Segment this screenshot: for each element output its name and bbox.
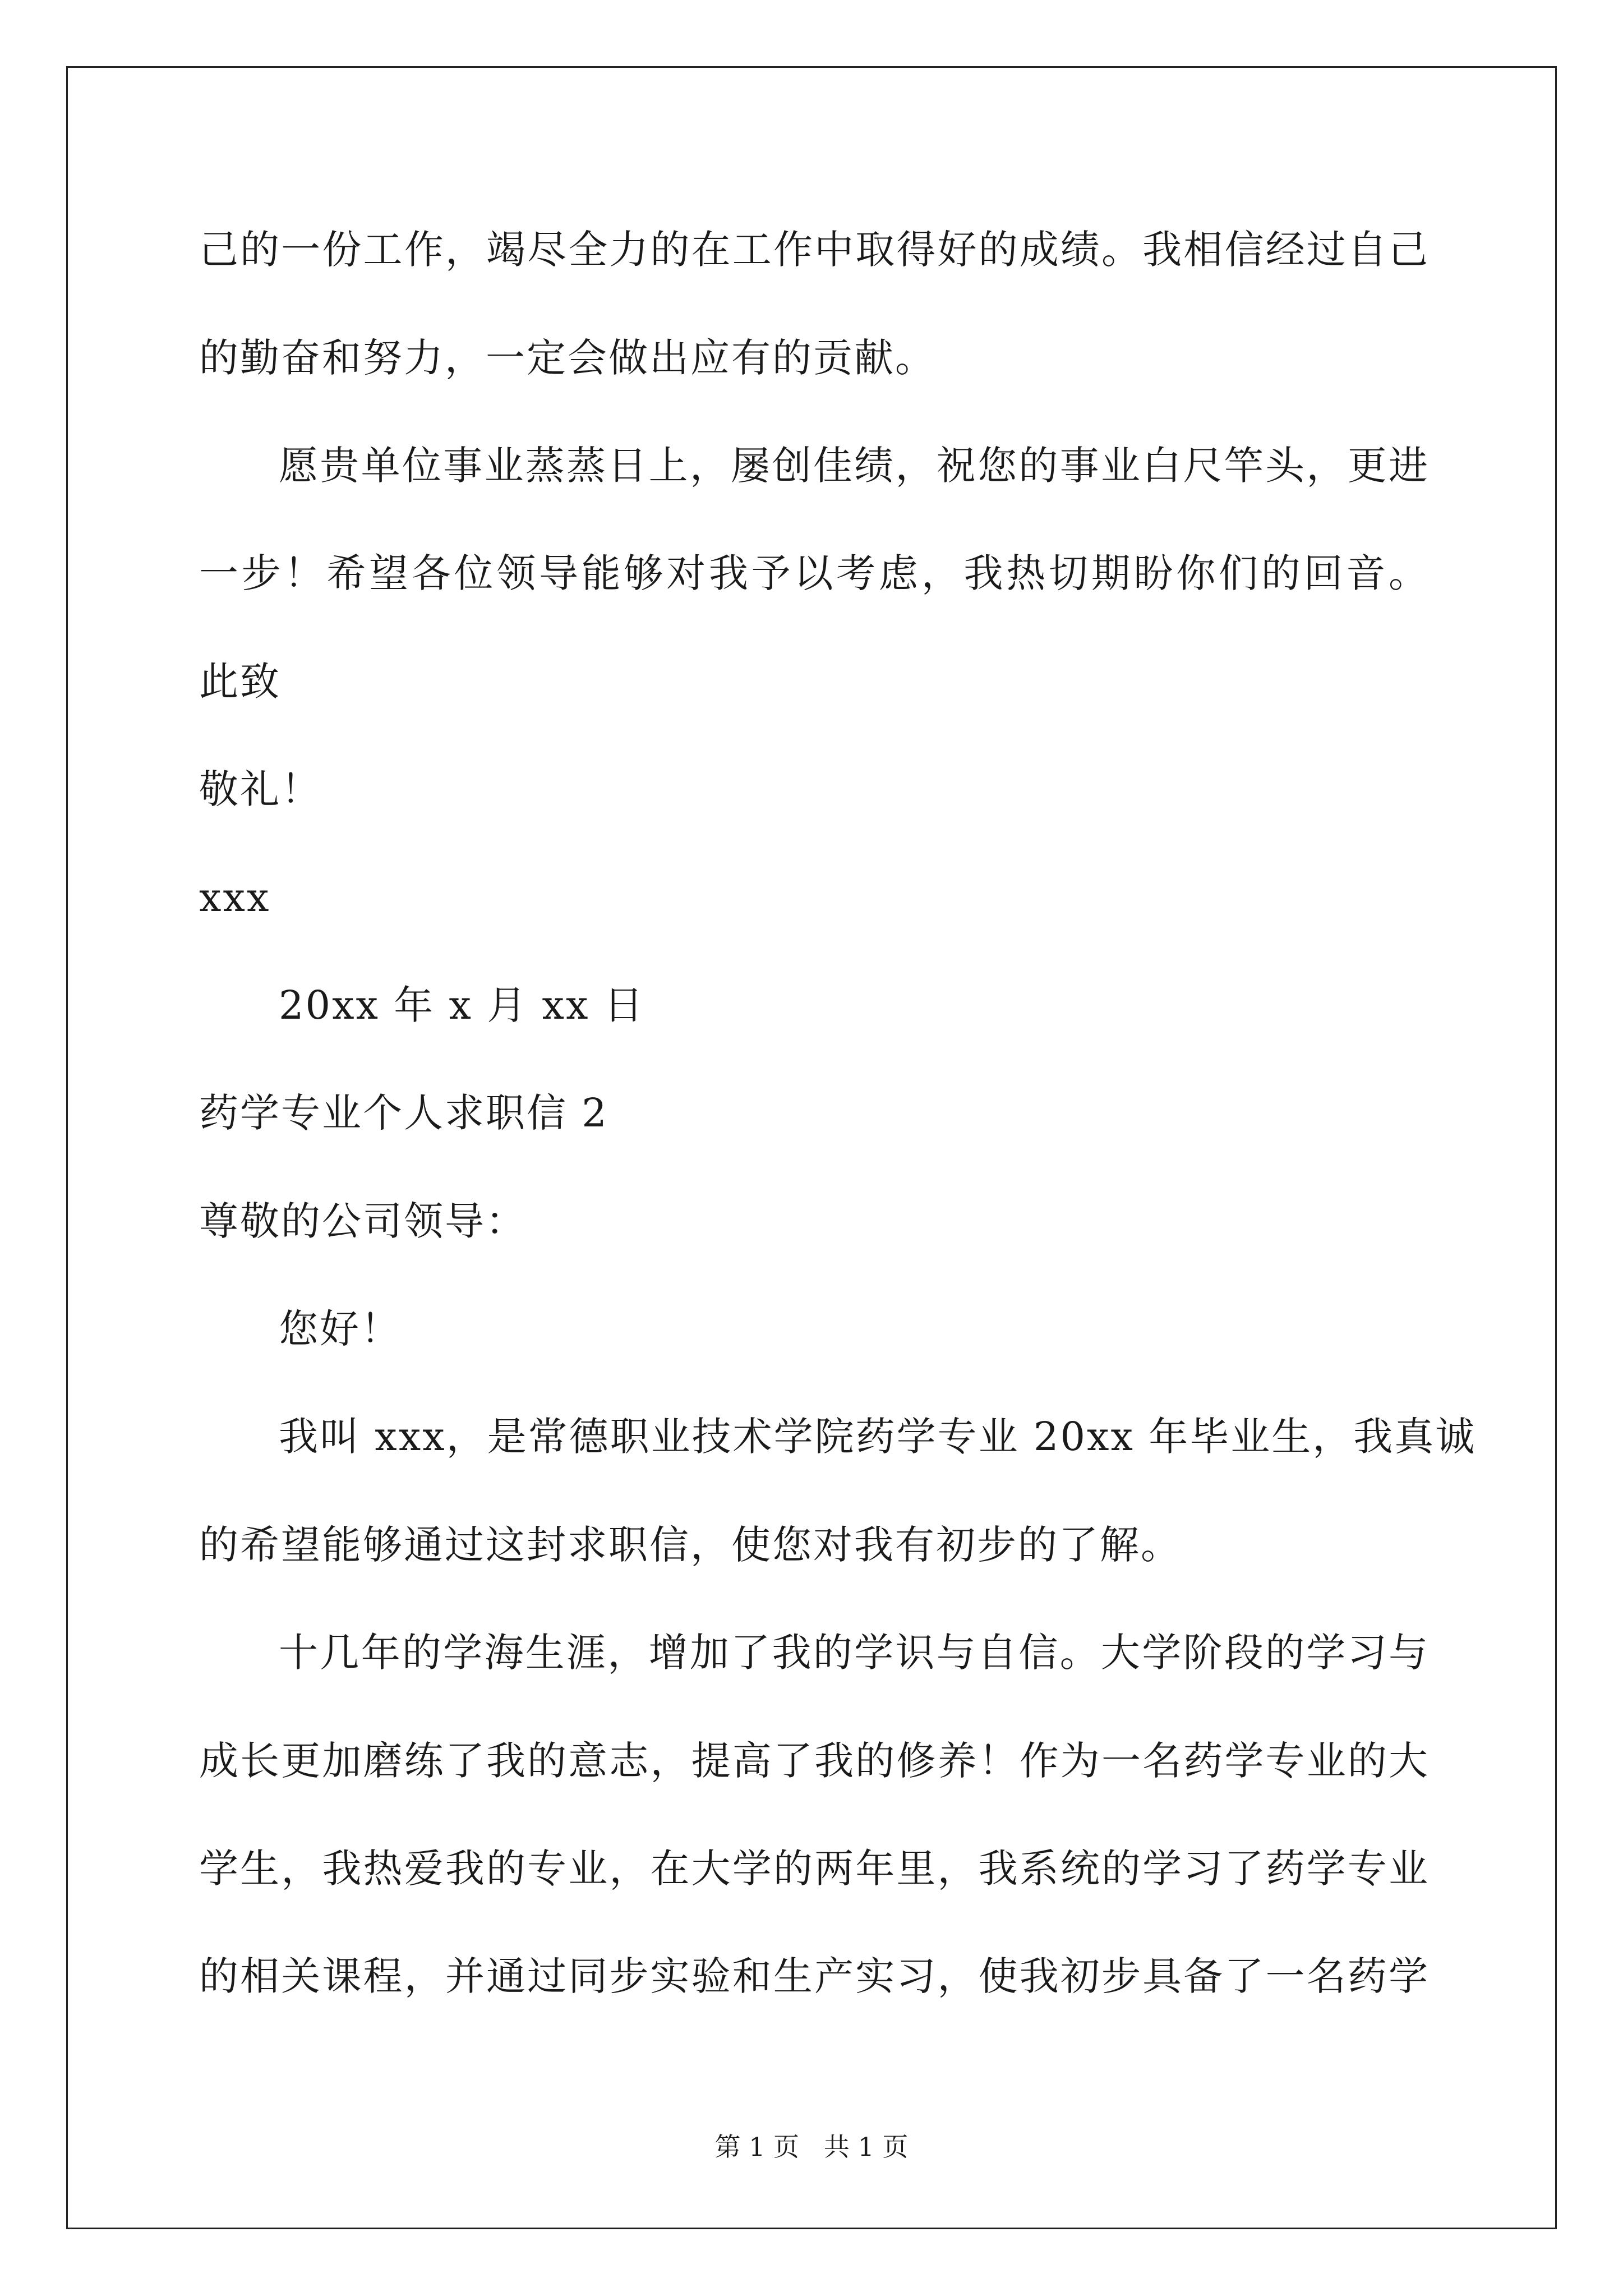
text-line-4: 一步！希望各位领导能够对我予以考虑，我热切期盼你们的回音。 [199, 550, 1430, 596]
text-line-1: 己的一份工作，竭尽全力的在工作中取得好的成绩。我相信经过自己 [199, 227, 1430, 273]
text-line-13: 的希望能够通过这封求职信，使您对我有初步的了解。 [199, 1522, 1182, 1568]
text-line-15: 成长更加磨练了我的意志，提高了我的修养！作为一名药学专业的大 [199, 1738, 1430, 1784]
text-line-17: 的相关课程，并通过同步实验和生产实习，使我初步具备了一名药学 [199, 1953, 1430, 1999]
text-line-3: 愿贵单位事业蒸蒸日上，屡创佳绩，祝您的事业白尺竿头，更进 [279, 443, 1430, 489]
section-title: 药学专业个人求职信 2 [199, 1090, 608, 1136]
regards: 敬礼！ [199, 766, 322, 812]
greeting: 尊敬的公司领导： [199, 1198, 527, 1244]
page-border [66, 66, 1557, 2229]
text-line-2: 的勤奋和努力，一定会做出应有的贡献。 [199, 335, 936, 381]
text-line-14: 十几年的学海生涯，增加了我的学识与自信。大学阶段的学习与 [279, 1630, 1430, 1676]
text-line-16: 学生，我热爱我的专业，在大学的两年里，我系统的学习了药学专业 [199, 1846, 1430, 1892]
salutation-closing: 此致 [199, 659, 281, 705]
date: 20xx 年 x 月 xx 日 [279, 982, 645, 1028]
hello: 您好！ [279, 1306, 402, 1352]
page-footer: 第 1 页 共 1 页 [714, 2132, 909, 2162]
signature: xxx [199, 875, 271, 921]
text-line-12: 我叫 xxx，是常德职业技术学院药学专业 20xx 年毕业生，我真诚 [279, 1414, 1477, 1460]
